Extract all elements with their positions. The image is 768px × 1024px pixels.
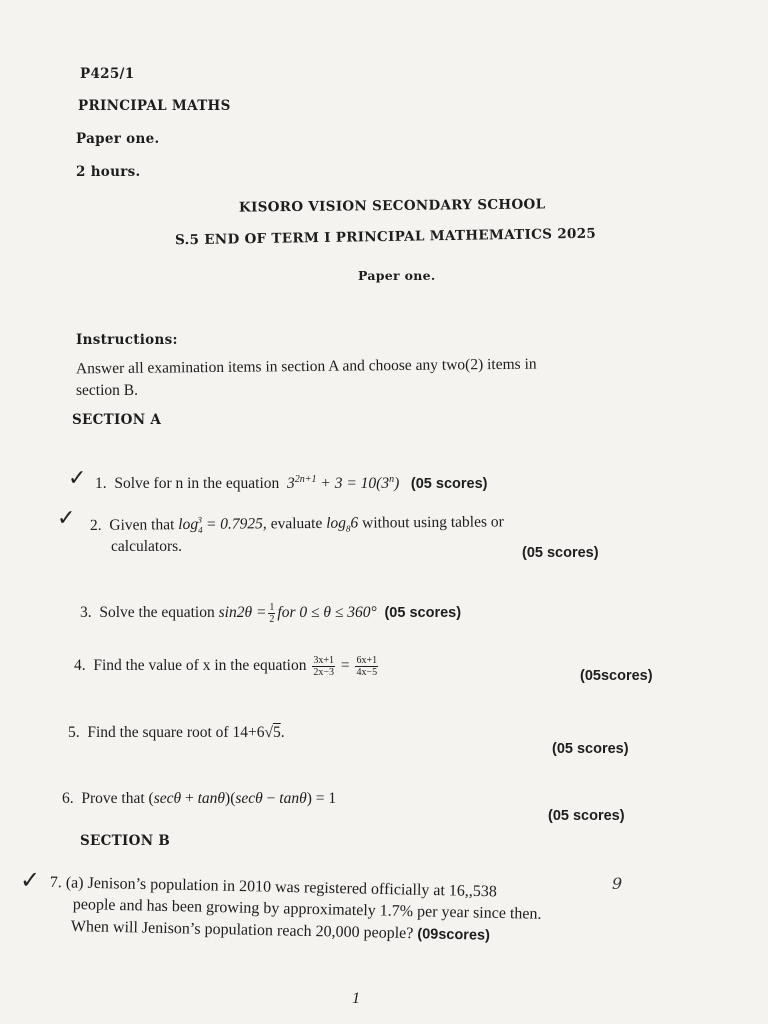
question-5 <box>68 724 285 742</box>
equation: $\log_86$ <box>326 514 359 534</box>
question-1 <box>95 474 487 493</box>
score-label: (05 scores) <box>384 605 462 622</box>
question-text: evaluate <box>270 514 323 533</box>
instructions-line-1: Answer all examination items in section A and choose any two(2) items in <box>75 355 537 378</box>
fraction: $\frac{1}{2}$ <box>269 602 275 625</box>
equation: $\log_4^3 = 0.7925$, <box>178 514 267 536</box>
question-text: Find the value of x in the equation <box>93 657 307 675</box>
check-mark-icon: ✓ <box>20 866 41 894</box>
question-number: 5. <box>68 724 80 741</box>
page-number: 1 <box>352 990 360 1007</box>
question-3 <box>80 602 461 625</box>
expression: 14+6√5. <box>232 724 285 741</box>
question-7-line-3 <box>71 918 490 945</box>
score-label: (05scores) <box>580 668 653 684</box>
paper-code: P425/1 <box>80 66 135 82</box>
question-number: 7. <box>49 874 62 892</box>
question-text: When will Jenison’s population reach 20,000 people? <box>70 918 414 943</box>
score-label: (05 scores) <box>522 545 599 561</box>
instructions-heading: Instructions: <box>76 332 178 348</box>
score-label: (05 scores) <box>548 808 625 824</box>
duration: 2 hours. <box>76 164 141 180</box>
check-mark-icon: ✓ <box>57 506 76 531</box>
section-a-heading: SECTION A <box>72 412 162 428</box>
score-label: (05 scores) <box>410 476 488 493</box>
question-7-line-2: people and has been growing by approximately 1.7% per year since then. <box>72 896 542 923</box>
question-2-cont: calculators. <box>111 538 183 555</box>
fraction: $\frac{6x+1}{4x-5}$ <box>356 655 378 678</box>
handwritten-mark: 9 <box>612 874 623 893</box>
question-6 <box>62 790 336 808</box>
school-name: KISORO VISION SECONDARY SCHOOL <box>238 196 546 216</box>
score-label: (09scores) <box>417 926 491 944</box>
question-text: Find the square root of <box>87 724 229 741</box>
question-text: (a) Jenison’s population in 2010 was registered officially at 16,,538 <box>65 874 498 901</box>
check-mark-icon: ✓ <box>68 466 87 491</box>
fraction: $\frac{3x+1}{2x-3}$ <box>313 655 334 678</box>
question-number: 6. <box>62 790 74 807</box>
question-text: Solve the equation <box>99 604 215 622</box>
equation: (secθ + tanθ)(secθ − tanθ) = 1 <box>148 790 337 807</box>
question-text: Prove that <box>81 790 145 807</box>
score-label: (05 scores) <box>552 741 629 757</box>
question-number: 1. <box>95 475 107 493</box>
equation: for 0 ≤ θ ≤ 360° <box>277 604 377 622</box>
question-number: 3. <box>80 604 92 622</box>
question-text: Given that <box>109 516 175 534</box>
exam-title: S.5 END OF TERM I PRINCIPAL MATHEMATICS 2025 <box>174 225 597 249</box>
equation: sin2θ = <box>218 604 267 622</box>
question-text: Solve for n in the equation <box>114 475 280 493</box>
section-b-heading: SECTION B <box>80 833 171 849</box>
question-number: 2. <box>89 516 102 534</box>
paper-subtitle: Paper one. <box>358 268 436 283</box>
question-2 <box>90 512 504 536</box>
question-text: without using tables or <box>362 513 504 532</box>
question-number: 4. <box>74 657 86 675</box>
question-4: 4. Find the value of x in the equation $\frac{3x+1}{2x-3}$ = $\frac{6x+1}{4x-5}$ <box>74 655 378 678</box>
subject: PRINCIPAL MATHS <box>78 98 231 114</box>
paper-label: Paper one. <box>76 131 160 147</box>
instructions-line-2: section B. <box>76 382 138 399</box>
equation: $3^{2n+1} + 3 = 10(3^n)$ <box>287 474 400 493</box>
